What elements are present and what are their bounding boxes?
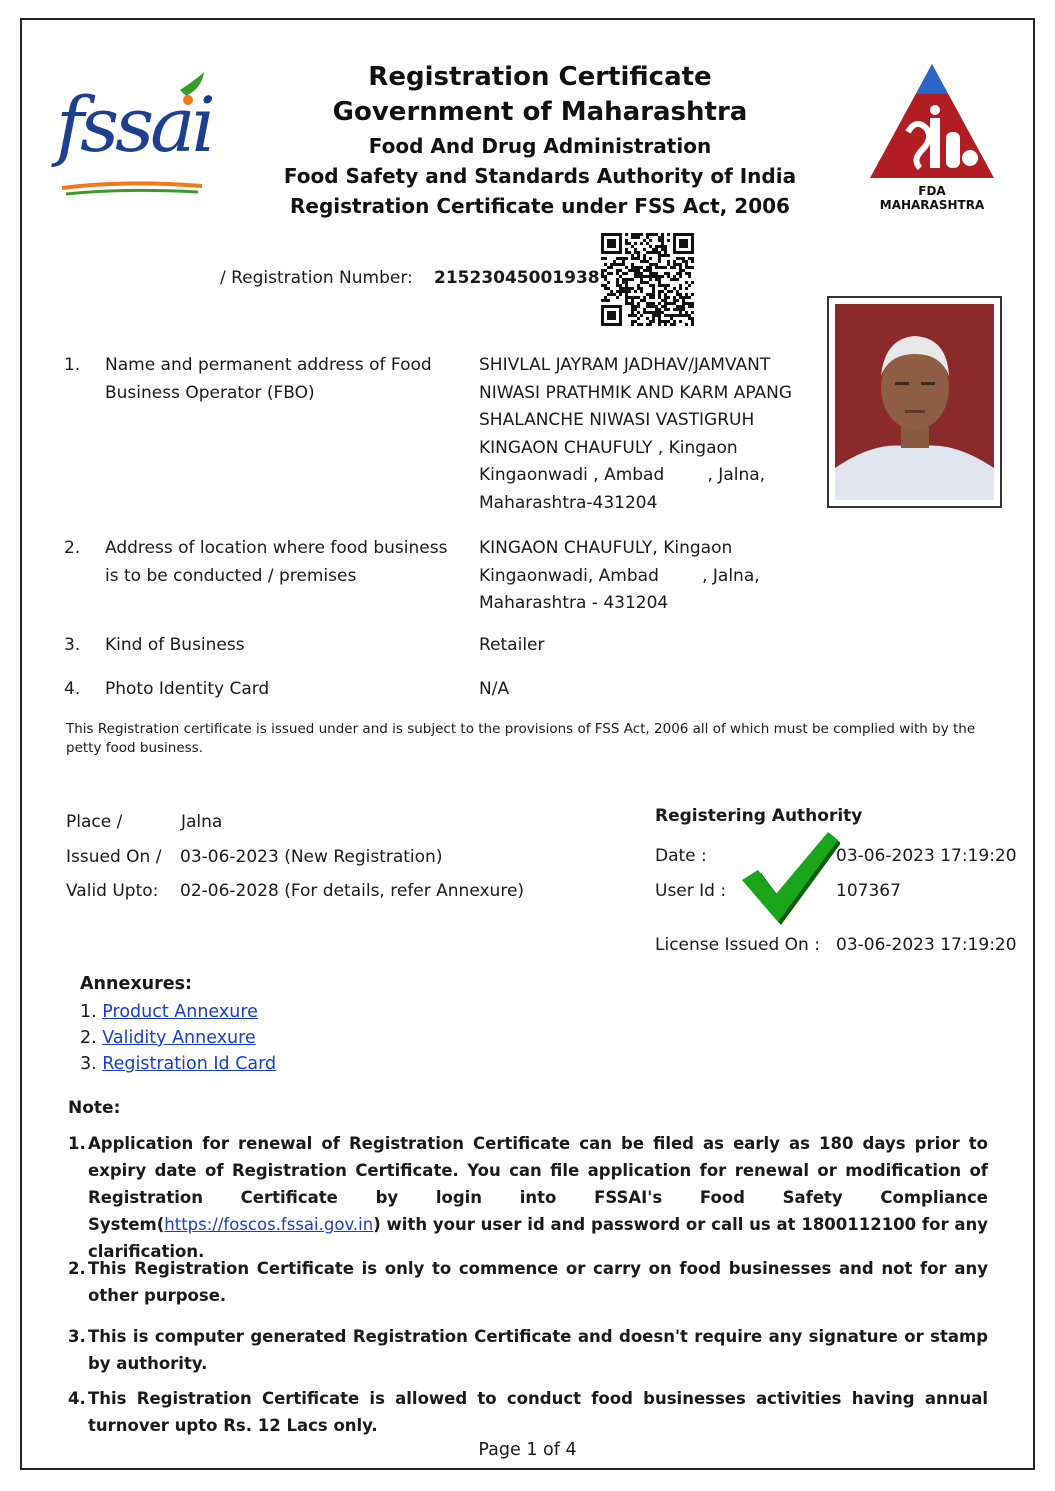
fda-logo-caption: FDA MAHARASHTRA <box>879 184 985 212</box>
annexure-number: 1. <box>80 1002 103 1022</box>
annexure-item <box>80 1002 258 1022</box>
item-value-line: Kingaonwadi , Ambad , Jalna, <box>479 465 766 485</box>
item-value-line: Retailer <box>479 635 545 655</box>
item-number: 4. <box>64 679 81 699</box>
valid-upto-value: 02-06-2028 (For details, refer Annexure) <box>180 881 525 901</box>
note-number: 1. <box>68 1134 86 1153</box>
item-number: 1. <box>64 355 81 375</box>
title-fssai: Food Safety and Standards Authority of India <box>283 164 797 188</box>
note-item <box>68 1255 988 1309</box>
item-value-line: KINGAON CHAUFULY, Kingaon <box>479 538 733 558</box>
item-value-line: N/A <box>479 679 510 699</box>
annexure-link[interactable]: Product Annexure <box>102 1002 258 1022</box>
verified-check-icon <box>736 826 840 926</box>
registration-number-label: / Registration Number: <box>220 268 413 288</box>
qr-code <box>601 233 694 326</box>
note-text-part: This Registration Certificate is allowed to conduct food businesses activities having annual turnover upto Rs. 12 Lacs only. <box>88 1389 988 1435</box>
fssai-logo <box>52 68 212 198</box>
note-number: 2. <box>68 1259 86 1278</box>
item-number: 3. <box>64 635 81 655</box>
item-value-line: SHALANCHE NIWASI VASTIGRUH <box>479 410 755 430</box>
fssai-logo-text: fssai <box>56 80 212 169</box>
disclaimer-text: This Registration certificate is issued under and is subject to the provisions of FSS Act, 2006 all of which must be complied with by the petty food business. <box>66 721 976 756</box>
license-issued-value: 03-06-2023 17:19:20 <box>836 935 1017 955</box>
item-value-line: NIWASI PRATHMIK AND KARM APANG <box>479 382 793 403</box>
note-number: 4. <box>68 1389 86 1408</box>
note-text <box>68 1323 988 1377</box>
title-government: Government of Maharashtra <box>332 97 748 127</box>
item-value <box>479 352 819 517</box>
place-label: Place / <box>66 812 123 832</box>
annexure-item <box>80 1054 276 1074</box>
page-number: Page 1 of 4 <box>478 1440 577 1460</box>
note-item <box>68 1323 988 1377</box>
item-value-line: SHIVLAL JAYRAM JADHAV/JAMVANT <box>479 355 771 375</box>
issued-on-label: Issued On / <box>66 847 162 867</box>
item-value-line: Maharashtra-431204 <box>479 492 658 513</box>
annexure-number: 2. <box>80 1028 103 1048</box>
item-value <box>479 632 819 660</box>
annexure-link[interactable]: Registration Id Card <box>102 1054 277 1074</box>
item-label: Photo Identity Card <box>105 679 270 699</box>
item-value <box>479 676 819 704</box>
item-value-line: KINGAON CHAUFULY , Kingaon <box>479 437 738 458</box>
fda-maharashtra-logo <box>866 62 998 212</box>
annexure-item <box>80 1028 256 1048</box>
item-value-line: Kingaonwadi, Ambad , Jalna, <box>479 565 760 586</box>
note-text <box>68 1130 988 1265</box>
valid-upto-label: Valid Upto: <box>66 881 159 901</box>
annexure-number: 3. <box>80 1054 103 1074</box>
authority-date-value: 03-06-2023 17:19:20 <box>836 846 1017 866</box>
annexure-link[interactable]: Validity Annexure <box>102 1028 256 1048</box>
authority-user-value: 107367 <box>836 881 901 901</box>
item-label: Kind of Business <box>105 635 245 655</box>
note-text-part: Application for renewal of Registration Certificate can be filed as early as 180 days prior to expiry date of Registration Certificate. You can file application for renewal or modification of Registration Certificate by login into FSSAI's Food Safety Compliance System( <box>88 1134 988 1234</box>
note-number: 3. <box>68 1327 86 1346</box>
title-act: Registration Certificate under FSS Act, 2006 <box>290 194 790 218</box>
title-registration-certificate: Registration Certificate <box>368 62 712 92</box>
authority-date-label: Date : <box>655 846 707 866</box>
note-text <box>68 1385 988 1439</box>
annexures-heading: Annexures: <box>80 974 192 994</box>
issued-on-value: 03-06-2023 (New Registration) <box>180 847 443 867</box>
fbo-photo <box>827 296 1002 508</box>
registration-number-value: 21523045001938 <box>434 268 600 288</box>
license-issued-label: License Issued On : <box>655 935 820 955</box>
note-text <box>68 1255 988 1309</box>
authority-user-label: User Id : <box>655 881 727 901</box>
note-item <box>68 1130 988 1265</box>
place-value: Jalna <box>181 812 223 832</box>
item-label: Name and permanent address of Food Business Operator (FBO) <box>105 355 432 403</box>
item-value-line: Maharashtra - 431204 <box>479 593 669 613</box>
item-value <box>479 535 819 618</box>
item-label: Address of location where food business is to be conducted / premises <box>105 538 448 586</box>
note-text-part: This Registration Certificate is only to commence or carry on food businesses and not for any other purpose. <box>88 1259 988 1305</box>
note-item <box>68 1385 988 1439</box>
title-fda: Food And Drug Administration <box>368 134 712 158</box>
item-number: 2. <box>64 538 81 558</box>
note-heading: Note: <box>68 1098 121 1118</box>
note-text-part: ) with your user id and password or call us at 1800112100 for any clarification. <box>88 1215 988 1261</box>
foscos-link[interactable]: https://foscos.fssai.gov.in <box>164 1215 374 1234</box>
note-text-part: This is computer generated Registration Certificate and doesn't require any signature or stamp by authority. <box>88 1327 988 1373</box>
registering-authority-heading: Registering Authority <box>655 806 863 826</box>
